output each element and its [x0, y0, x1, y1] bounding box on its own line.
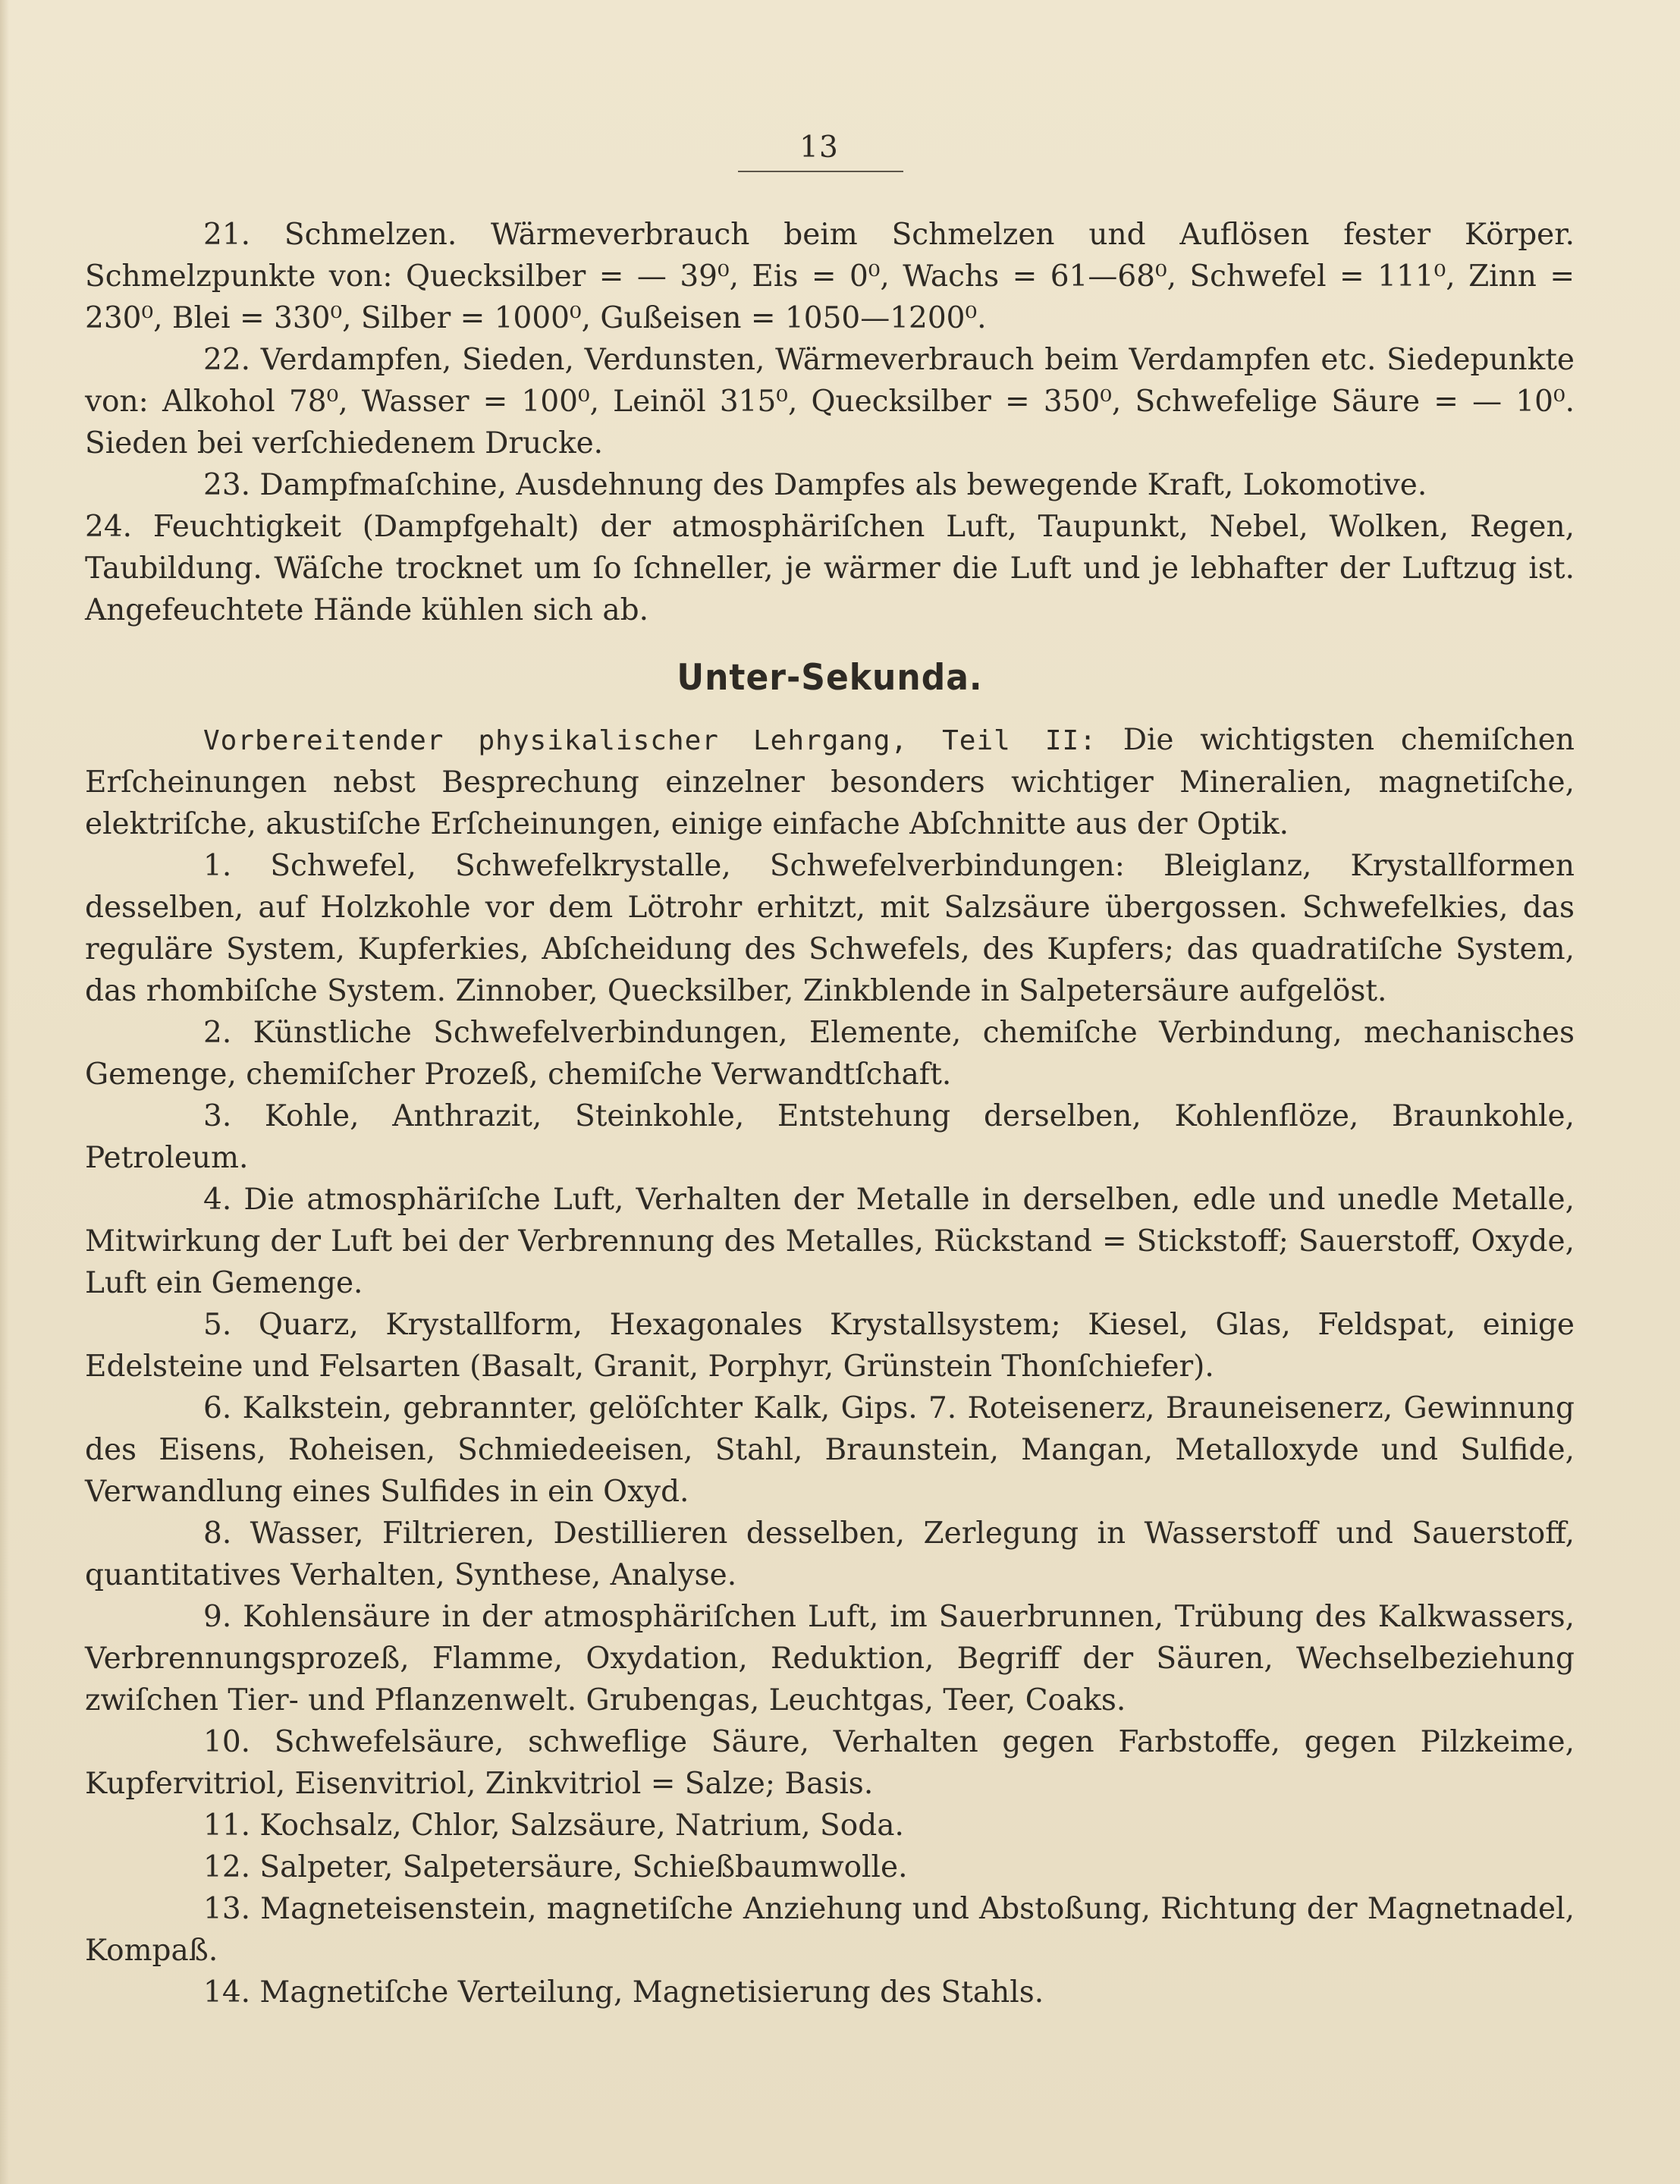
- paragraph-22: 22. Verdampfen, Sieden, Verdunsten, Wärmeverbrauch beim Verdampfen etc. Siedepunkte von: Alkohol 78⁰, Wasser = 100⁰, Leinöl 315⁰, Quecksilber = 350⁰, Schwefelige Säure = — 10⁰. Sieden bei verſchiedenem Drucke.: [85, 343, 1575, 460]
- list-item: 14. Magnetiſche Verteilung, Magnetisierung des Stahls.: [203, 1975, 1044, 2010]
- list-item: 11. Kochsalz, Chlor, Salzsäure, Natrium, Soda.: [203, 1808, 904, 1843]
- list-item: 13. Magneteisenstein, magnetiſche Anziehung und Abstoßung, Richtung der Magnetnadel, Kompaß.: [85, 1892, 1575, 1968]
- list-item: 5. Quarz, Krystallform, Hexagonales Krystallsystem; Kiesel, Glas, Feldspat, einige Edelsteine und Felsarten (Basalt, Granit, Porphyr, Grünstein Thonſchiefer).: [85, 1308, 1575, 1384]
- list-item: 12. Salpeter, Salpetersäure, Schießbaumwolle.: [203, 1850, 908, 1884]
- section-intro: [85, 719, 1575, 845]
- paragraph-21: 21. Schmelzen. Wärmeverbrauch beim Schmelzen und Auflösen fester Körper. Schmelzpunkte von: Quecksilber = — 39⁰, Eis = 0⁰, Wachs = 61—68⁰, Schwefel = 111⁰, Zinn = 230⁰, Blei = 330⁰, Silber = 1000⁰, Gußeisen = 1050—1200⁰.: [85, 218, 1575, 335]
- list-item: 8. Wasser, Filtrieren, Destillieren desselben, Zerlegung in Wasserstoff und Sauerstoff, quantitatives Verhalten, Synthese, Analyse.: [85, 1516, 1575, 1592]
- paragraph-24: 24. Feuchtigkeit (Dampfgehalt) der atmosphäriſchen Luft, Taupunkt, Nebel, Wolken, Regen, Taubildung. Wäſche trocknet um ſo ſchneller, je wärmer die Luft und je lebhafter der Luftzug ist. Angefeuchtete Hände kühlen sich ab.: [85, 510, 1575, 627]
- list-item: 6. Kalkstein, gebrannter, gelöſchter Kalk, Gips. 7. Roteisenerz, Brauneisenerz, Gewinnung des Eisens, Roheisen, Schmiedeeisen, Stahl, Braunstein, Mangan, Metalloxyde und Sulfide, Verwandlung eines Sulfides in ein Oxyd.: [85, 1391, 1575, 1509]
- page-number-rule: [738, 171, 903, 172]
- page-edge-shadow: [0, 0, 9, 2184]
- top-text-block: [85, 214, 1575, 631]
- list-item: 3. Kohle, Anthrazit, Steinkohle, Entstehung derselben, Kohlenflöze, Braunkohle, Petroleum.: [85, 1099, 1575, 1175]
- page-number: 13: [799, 130, 839, 165]
- list-item: 2. Künstliche Schwefelverbindungen, Elemente, chemiſche Verbindung, mechanisches Gemenge, chemiſcher Prozeß, chemiſche Verwandtſchaft.: [85, 1016, 1575, 1092]
- section-text-block: [85, 719, 1575, 2013]
- section-heading: Unter-Sekunda.: [677, 656, 983, 699]
- list-item: 10. Schwefelsäure, schweflige Säure, Verhalten gegen Farbstoffe, gegen Pilzkeime, Kupfervitriol, Eisenvitriol, Zinkvitriol = Salze; Basis.: [85, 1725, 1575, 1801]
- list-item: 4. Die atmosphäriſche Luft, Verhalten der Metalle in derselben, edle und unedle Metalle, Mitwirkung der Luft bei der Verbrennung des Metalles, Rückstand = Stickstoff; Sauerstoff, Oxyde, Luft ein Gemenge.: [85, 1183, 1575, 1300]
- lehrgang-label: Vorbereitender physikalischer Lehrgang, Teil II:: [203, 725, 1097, 756]
- list-item: 1. Schwefel, Schwefelkrystalle, Schwefelverbindungen: Bleiglanz, Krystallformen desselben, auf Holzkohle vor dem Lötrohr erhitzt, mit Salzsäure übergossen. Schwefelkies, das reguläre System, Kupferkies, Abſcheidung des Schwefels, des Kupfers; das quadratiſche System, das rhombiſche System. Zinnober, Quecksilber, Zinkblende in Salpetersäure aufgelöst.: [85, 849, 1575, 1008]
- section-intro-text: Die wichtigsten chemiſchen Erſcheinungen nebst Besprechung einzelner besonders wichtiger Mineralien, magnetiſche, elektriſche, akustiſche Erſcheinungen, einige einfache Abſchnitte aus der Optik.: [85, 723, 1575, 841]
- list-item: 9. Kohlensäure in der atmosphäriſchen Luft, im Sauerbrunnen, Trübung des Kalkwassers, Verbrennungsprozeß, Flamme, Oxydation, Reduktion, Begriff der Säuren, Wechselbeziehung zwiſchen Tier- und Pflanzenwelt. Grubengas, Leuchtgas, Teer, Coaks.: [85, 1600, 1575, 1717]
- paragraph-23: 23. Dampfmaſchine, Ausdehnung des Dampfes als bewegende Kraft, Lokomotive.: [203, 468, 1427, 502]
